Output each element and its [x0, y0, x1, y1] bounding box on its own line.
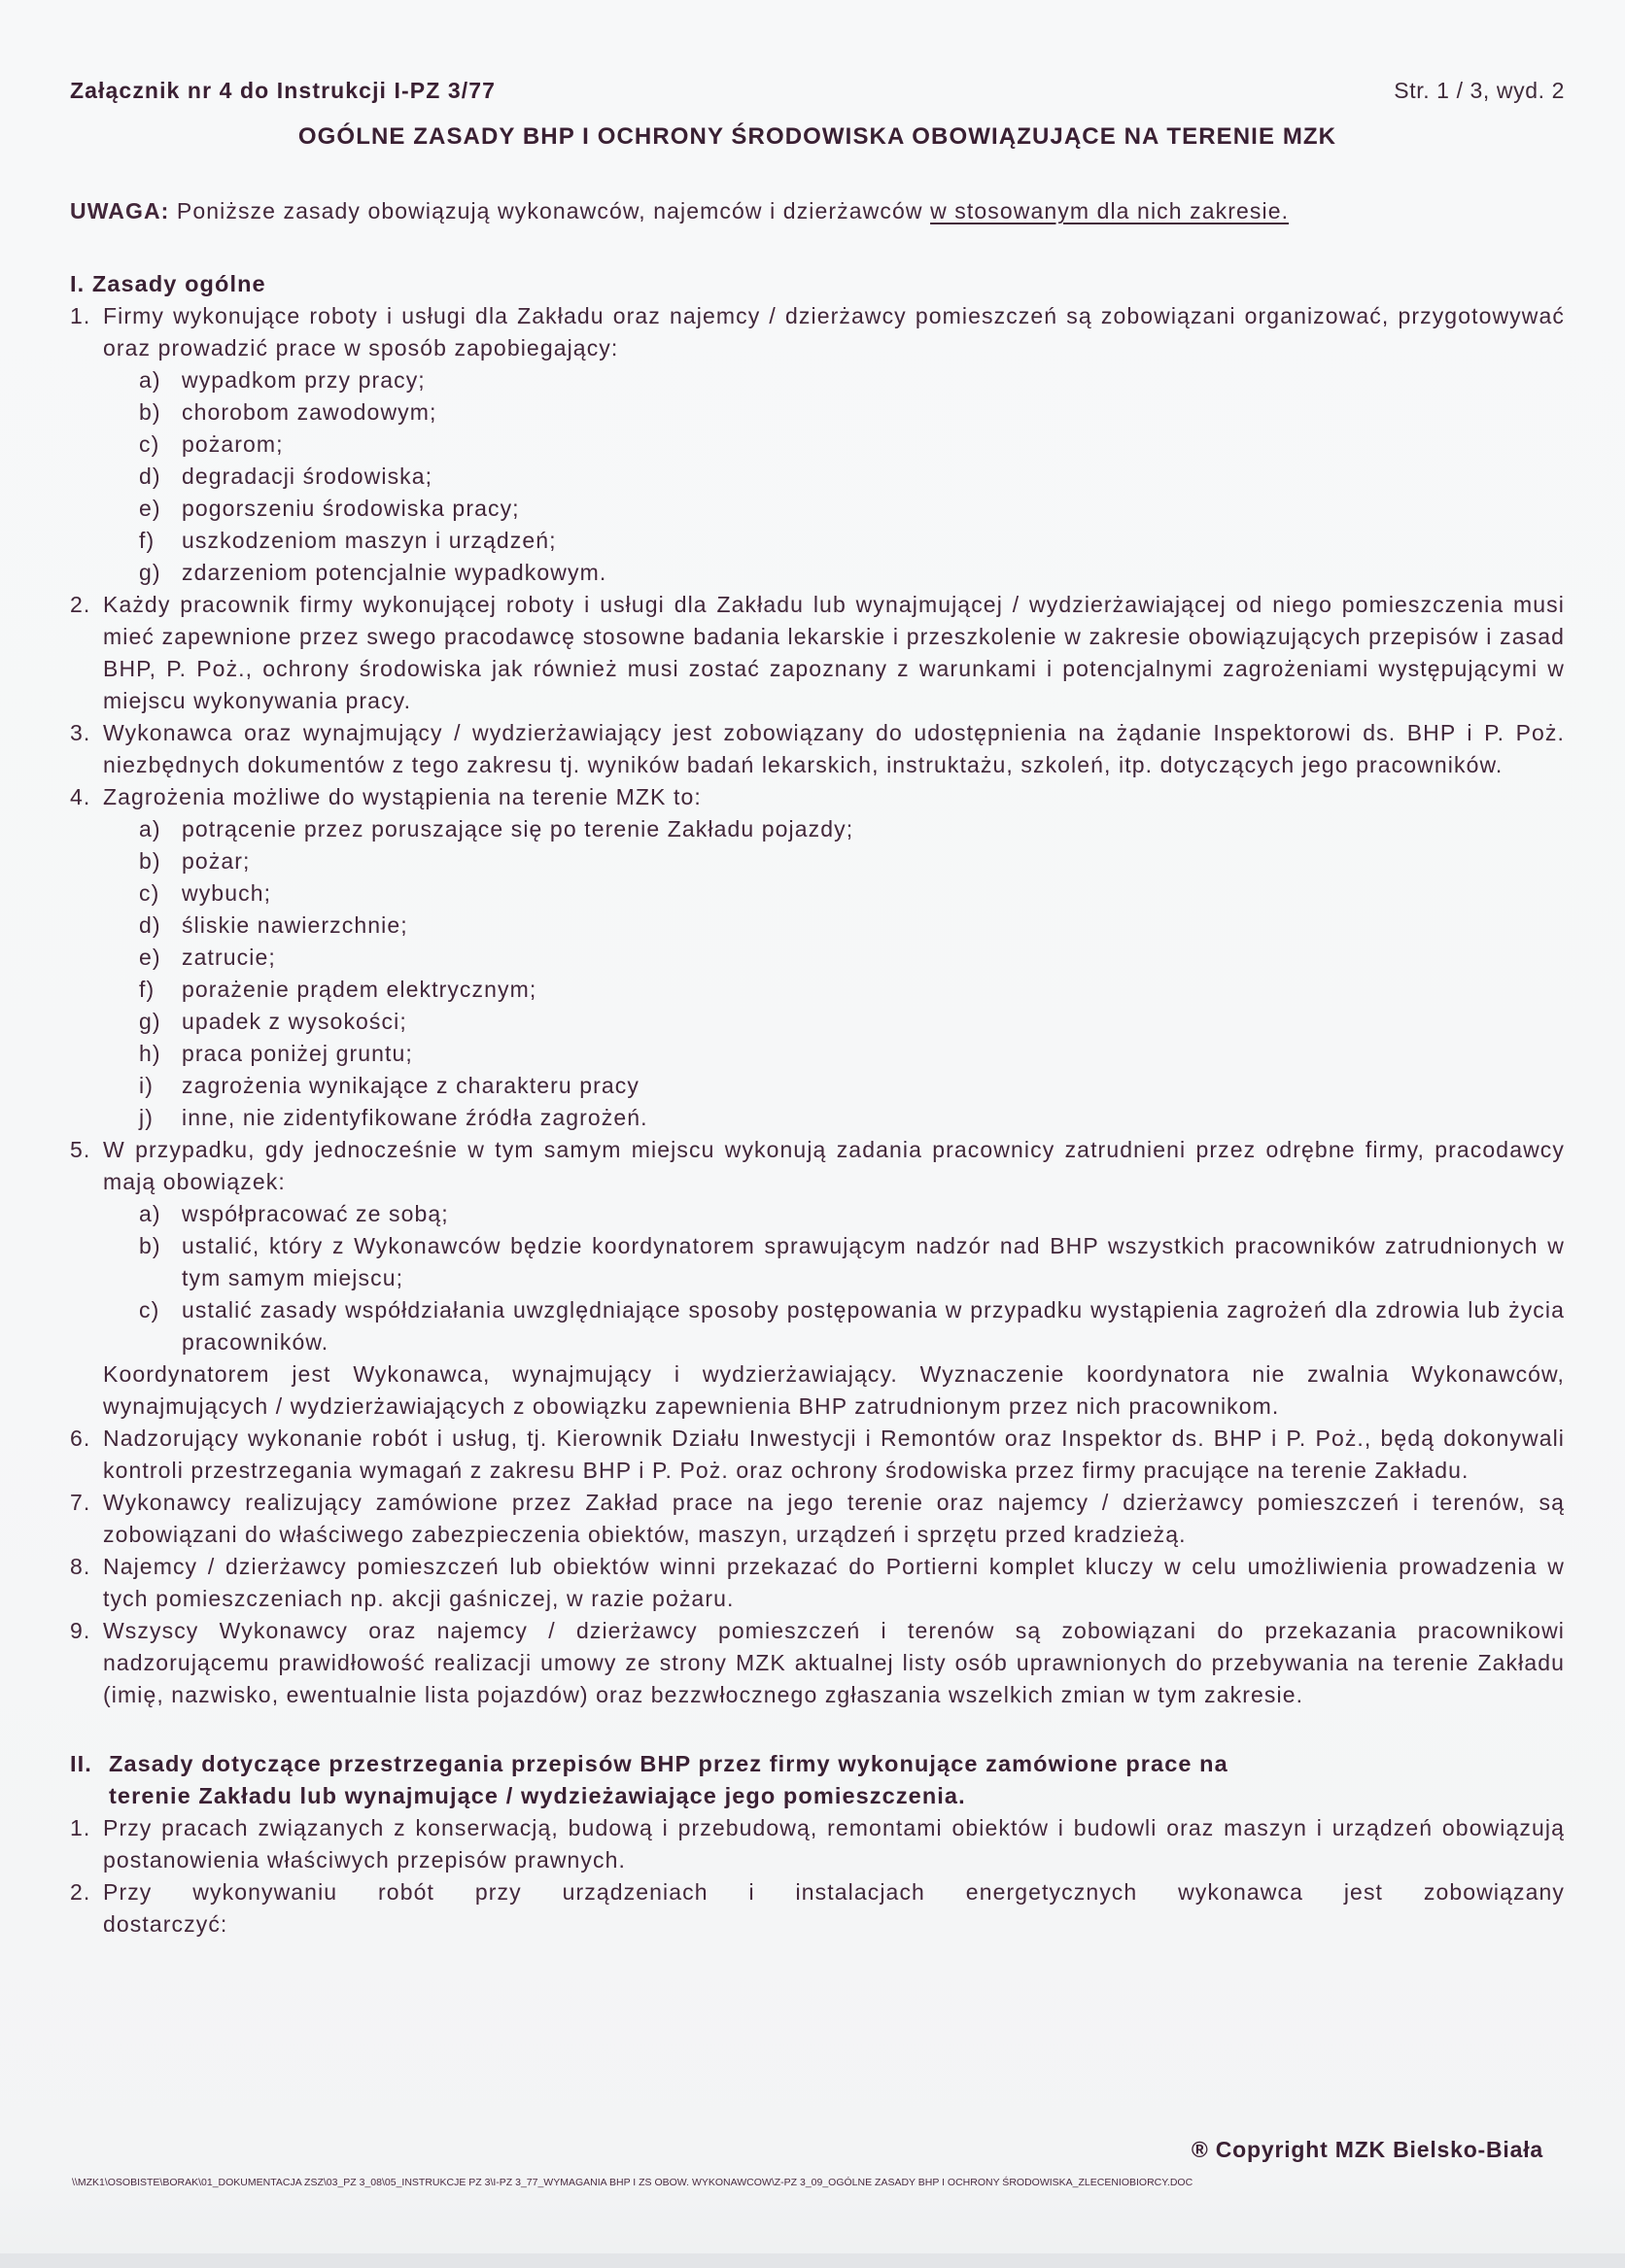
sub-list-item: [139, 1038, 1565, 1070]
list-item-text-continued: dostarczyć:: [103, 1911, 228, 1937]
sub-item-text: zdarzeniom potencjalnie wypadkowym.: [182, 560, 607, 585]
section-2-heading-line-1: Zasady dotyczące przestrzegania przepisów BHP przez firmy wykonujące zamówione prace na: [109, 1751, 1228, 1776]
sub-list-item: [139, 557, 1565, 589]
sub-list-item: [139, 845, 1565, 877]
section-2-heading-line-2: terenie Zakładu lub wynajmujące / wydzieżawiające jego pomieszczenia.: [109, 1783, 966, 1808]
notice-text: Poniższe zasady obowiązują wykonawców, najemców i dzierżawców: [169, 198, 931, 223]
list-item-text: Przy pracach związanych z konserwacją, budową i przebudową, remontami obiektów i budowli oraz maszyn i urządzeń obowiązują postanowienia właściwych przepisów prawnych.: [103, 1815, 1565, 1873]
list-item-number: 6.: [70, 1426, 91, 1451]
sub-item-letter: i): [139, 1073, 154, 1098]
sub-item-letter: f): [139, 977, 156, 1002]
section-1-heading: I. Zasady ogólne: [70, 271, 266, 296]
copyright-notice: ® Copyright MZK Bielsko-Biała: [1191, 2137, 1543, 2162]
section-2-heading-text: [109, 1748, 1228, 1812]
sub-item-text: śliskie nawierzchnie;: [182, 912, 408, 938]
list-item-text: Najemcy / dzierżawcy pomieszczeń lub obiektów winni przekazać do Portierni komplet kluczy w celu umożliwienia prowadzenia w tych pomieszczeniach np. akcji gaśniczej, w razie pożaru.: [103, 1554, 1565, 1611]
sub-item-letter: e): [139, 496, 161, 521]
list-item-text: Wykonawcy realizujący zamówione przez Zakład prace na jego terenie oraz najemcy / dzierżawcy pomieszczeń i terenów, są zobowiązani do właściwego zabezpieczenia obiektów, maszyn, urządzeń i sprzętu przed kradzieżą.: [103, 1490, 1565, 1547]
list-item-text: W przypadku, gdy jednocześnie w tym samym miejscu wykonują zadania pracownicy zatrudnieni przez odrębne firmy, pracodawcy mają obowiązek:: [103, 1137, 1565, 1194]
sub-list-item: [139, 974, 1565, 1006]
list-item-number: 1.: [70, 1815, 91, 1840]
list-item-text: Zagrożenia możliwe do wystąpienia na terenie MZK to:: [103, 784, 702, 809]
list-item-text: Każdy pracownik firmy wykonującej roboty i usługi dla Zakładu lub wynajmującej / wydzierżawiającej od niego pomieszczenia musi mieć zapewnione przez swego pracodawcę stosowne badania lekarskie i przeszkolenie w zakresie obowiązujących przepisów i zasad BHP, P. Poż., ochrony środowiska jak również musi zostać zapoznany z warunkami i potencjalnymi zagrożeniami występującymi w miejscu wykonywania pracy.: [103, 592, 1565, 713]
sub-list-item: [139, 877, 1565, 910]
sub-list-item: [139, 1294, 1565, 1358]
sub-item-text: potrącenie przez poruszające się po terenie Zakładu pojazdy;: [182, 816, 854, 842]
list-item-ii-1: [70, 1812, 1565, 1876]
sub-list: [139, 364, 1565, 589]
list-item-text: Wszyscy Wykonawcy oraz najemcy / dzierżawcy pomieszczeń i terenów są zobowiązani do przekazania pracownikowi nadzorującemu prawidłowość realizacji umowy ze strony MZK aktualnej listy osób uprawnionych do przebywania na terenie Zakładu (imię, nazwisko, ewentualnie lista pojazdów) oraz bezzwłocznego zgłaszania wszelkich zmian w tym zakresie.: [103, 1618, 1565, 1707]
sub-list: [139, 813, 1565, 1134]
sub-item-letter: g): [139, 560, 161, 585]
sub-list-item: [139, 1102, 1565, 1134]
list-item-text: Firmy wykonujące roboty i usługi dla Zakładu oraz najemcy / dzierżawcy pomieszczeń są zobowiązani organizować, przygotowywać oraz prowadzić prace w sposób zapobiegający:: [103, 303, 1565, 361]
sub-list-item: [139, 1070, 1565, 1102]
document-header: [70, 76, 1565, 105]
list-item-number: 9.: [70, 1618, 91, 1643]
sub-item-letter: b): [139, 1233, 161, 1258]
sub-list: [139, 1198, 1565, 1358]
list-item-number: 1.: [70, 303, 91, 328]
sub-item-letter: c): [139, 1297, 160, 1323]
sub-item-letter: h): [139, 1041, 161, 1066]
sub-list-item: [139, 493, 1565, 525]
list-item-text: Nadzorujący wykonanie robót i usług, tj. Kierownik Działu Inwestycji i Remontów oraz Inspektor ds. BHP i P. Poż., będą dokonywali kontroli przestrzegania wymagań z zakresu BHP i P. Poż. oraz ochrony środowiska przez firmy pracujące na terenie Zakładu.: [103, 1426, 1565, 1483]
sub-list-item: [139, 1198, 1565, 1230]
sub-item-text: zatrucie;: [182, 945, 276, 970]
sub-item-text: zagrożenia wynikające z charakteru pracy: [182, 1073, 640, 1098]
list-item-number: 2.: [70, 1879, 91, 1905]
sub-item-letter: b): [139, 399, 161, 425]
sub-item-text: uszkodzeniom maszyn i urządzeń;: [182, 528, 557, 553]
sub-item-letter: d): [139, 912, 161, 938]
list-item-number: 4.: [70, 784, 91, 809]
sub-item-text: wypadkom przy pracy;: [182, 367, 426, 393]
list-item-2: [70, 589, 1565, 717]
sub-item-text: pogorszeniu środowiska pracy;: [182, 496, 520, 521]
sub-list-item: [139, 813, 1565, 845]
sub-item-text: ustalić, który z Wykonawców będzie koordynatorem sprawującym nadzór nad BHP wszystkich pracowników zatrudnionych w tym samym miejscu;: [182, 1233, 1565, 1290]
notice-line: [70, 195, 1565, 227]
sub-item-letter: d): [139, 464, 161, 489]
section-2-heading: [70, 1748, 1565, 1812]
sub-list-item: [139, 461, 1565, 493]
list-item-text: Przy wykonywaniu robót przy urządzeniach i instalacjach energetycznych wykonawca jest zobowiązany: [103, 1879, 1565, 1905]
page-indicator: Str. 1 / 3, wyd. 2: [1394, 78, 1565, 103]
sub-item-letter: b): [139, 848, 161, 874]
list-item-9: [70, 1615, 1565, 1711]
document-file-path: \\MZK1\OSOBISTE\BORAK\01_DOKUMENTACJA ZSZ\03_PZ 3_08\05_INSTRUKCJE PZ 3\I-PZ 3_77_WYMAGANIA BHP I ZS OBOW. WYKONAWCOW\Z-PZ 3_09_OGÓLNE ZASADY BHP I OCHRONY ŚRODOWISKA_ZLECENIOBIORCY.DOC: [72, 2177, 1193, 2188]
sub-item-letter: a): [139, 367, 161, 393]
sub-item-letter: g): [139, 1009, 161, 1034]
sub-item-text: ustalić zasady współdziałania uwzględniające sposoby postępowania w przypadku wystąpienia zagrożeń dla zdrowia lub życia pracowników.: [182, 1297, 1565, 1355]
section-2-number: II.: [70, 1751, 92, 1776]
sub-item-letter: a): [139, 816, 161, 842]
sub-item-text: pożarom;: [182, 431, 284, 457]
sub-list-item: [139, 525, 1565, 557]
sub-item-text: inne, nie zidentyfikowane źródła zagrożeń.: [182, 1105, 648, 1130]
sub-item-letter: c): [139, 880, 160, 906]
sub-item-text: pożar;: [182, 848, 251, 874]
sub-item-letter: e): [139, 945, 161, 970]
sub-item-letter: j): [139, 1105, 154, 1130]
list-item-number: 2.: [70, 592, 91, 617]
sub-list-item: [139, 942, 1565, 974]
sub-item-letter: c): [139, 431, 160, 457]
sub-item-letter: a): [139, 1201, 161, 1226]
section-2: [70, 1748, 1565, 1941]
sub-item-text: chorobom zawodowym;: [182, 399, 437, 425]
list-item-6: [70, 1423, 1565, 1487]
sub-list-item: [139, 396, 1565, 429]
list-item-7: [70, 1487, 1565, 1551]
list-item-number: 8.: [70, 1554, 91, 1579]
sub-item-text: wybuch;: [182, 880, 272, 906]
list-item-number: 7.: [70, 1490, 91, 1515]
list-item-4: [70, 781, 1565, 813]
sub-list-item: [139, 910, 1565, 942]
sub-item-text: praca poniżej gruntu;: [182, 1041, 413, 1066]
sub-item-text: upadek z wysokości;: [182, 1009, 407, 1034]
sub-list-item: [139, 1230, 1565, 1294]
sub-list-item: [139, 364, 1565, 396]
sub-list-item: [139, 1006, 1565, 1038]
list-item-text: Wykonawca oraz wynajmujący / wydzierżawiający jest zobowiązany do udostępnienia na żądanie Inspektorowi ds. BHP i P. Poż. niezbędnych dokumentów z tego zakresu tj. wyników badań lekarskich, instruktażu, szkoleń, itp. dotyczących jego pracowników.: [103, 720, 1565, 777]
attachment-reference: Załącznik nr 4 do Instrukcji I-PZ 3/77: [70, 78, 497, 103]
list-item-number: 3.: [70, 720, 91, 745]
list-item-5: [70, 1134, 1565, 1198]
coordinator-note: Koordynatorem jest Wykonawca, wynajmujący i wydzierżawiający. Wyznaczenie koordynatora nie zwalnia Wykonawców, wynajmujących / wydzierżawiających z obowiązku zapewnienia BHP zatrudnionym przez nich pracownikom.: [103, 1361, 1565, 1419]
sub-item-text: współpracować ze sobą;: [182, 1201, 449, 1226]
list-item-text-block: [103, 1876, 1565, 1941]
list-item-number: 5.: [70, 1137, 91, 1162]
list-item-1: [70, 300, 1565, 364]
sub-item-letter: f): [139, 528, 156, 553]
document-title: OGÓLNE ZASADY BHP I OCHRONY ŚRODOWISKA OBOWIĄZUJĄCE NA TERENIE MZK: [297, 123, 1337, 150]
list-item-3: [70, 717, 1565, 781]
list-item-ii-2: [70, 1876, 1565, 1941]
sub-item-text: degradacji środowiska;: [182, 464, 433, 489]
sub-item-text: porażenie prądem elektrycznym;: [182, 977, 537, 1002]
notice-underlined-text: w stosowanym dla nich zakresie.: [930, 198, 1290, 223]
list-item-8: [70, 1551, 1565, 1615]
sub-list-item: [139, 429, 1565, 461]
notice-label: UWAGA:: [70, 198, 170, 223]
